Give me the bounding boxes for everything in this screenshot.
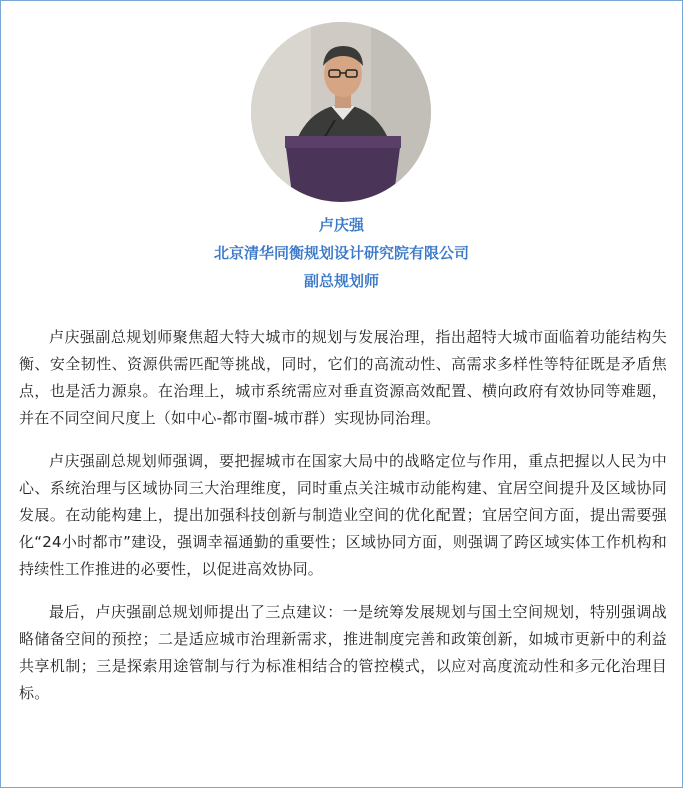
speaker-portrait (251, 22, 431, 202)
speaker-position: 副总规划师 (303, 272, 379, 290)
speaker-title-block (1, 211, 682, 295)
paragraph-3: 最后，卢庆强副总规划师提出了三点建议：一是统筹发展规划与国土空间规划，特别强调战略储备空间的预控；二是适应城市治理新需求，推进制度完善和政策创新，如城市更新中的利益共享机制；三是探索用途管制与行为标准相结合的管控模式，以应对高度流动性和多元化治理目标。 (19, 603, 667, 702)
speaker-organization: 北京清华同衡规划设计研究院有限公司 (213, 244, 469, 262)
article-body (19, 324, 667, 723)
speaker-name: 卢庆强 (318, 216, 364, 234)
paragraph-2: 卢庆强副总规划师强调，要把握城市在国家大局中的战略定位与作用，重点把握以人民为中心、系统治理与区域协同三大治理维度，同时重点关注城市动能构建、宜居空间提升及区域协同发展。在动能构建上，提出加强科技创新与制造业空间的优化配置；宜居空间方面，提出需要强化“24小时都市”建设，强调幸福通勤的重要性；区域协同方面，则强调了跨区域实体工作机构和持续性工作推进的必要性，以促进高效协同。 (19, 452, 667, 578)
paragraph-1: 卢庆强副总规划师聚焦超大特大城市的规划与发展治理，指出超特大城市面临着功能结构失衡、安全韧性、资源供需匹配等挑战，同时，它们的高流动性、高需求多样性等特征既是矛盾焦点，也是活力源泉。在治理上，城市系统需应对垂直资源高效配置、横向政府有效协同等难题，并在不同空间尺度上（如中心-都市圈-城市群）实现协同治理。 (19, 328, 667, 427)
speaker-photo (251, 22, 431, 202)
